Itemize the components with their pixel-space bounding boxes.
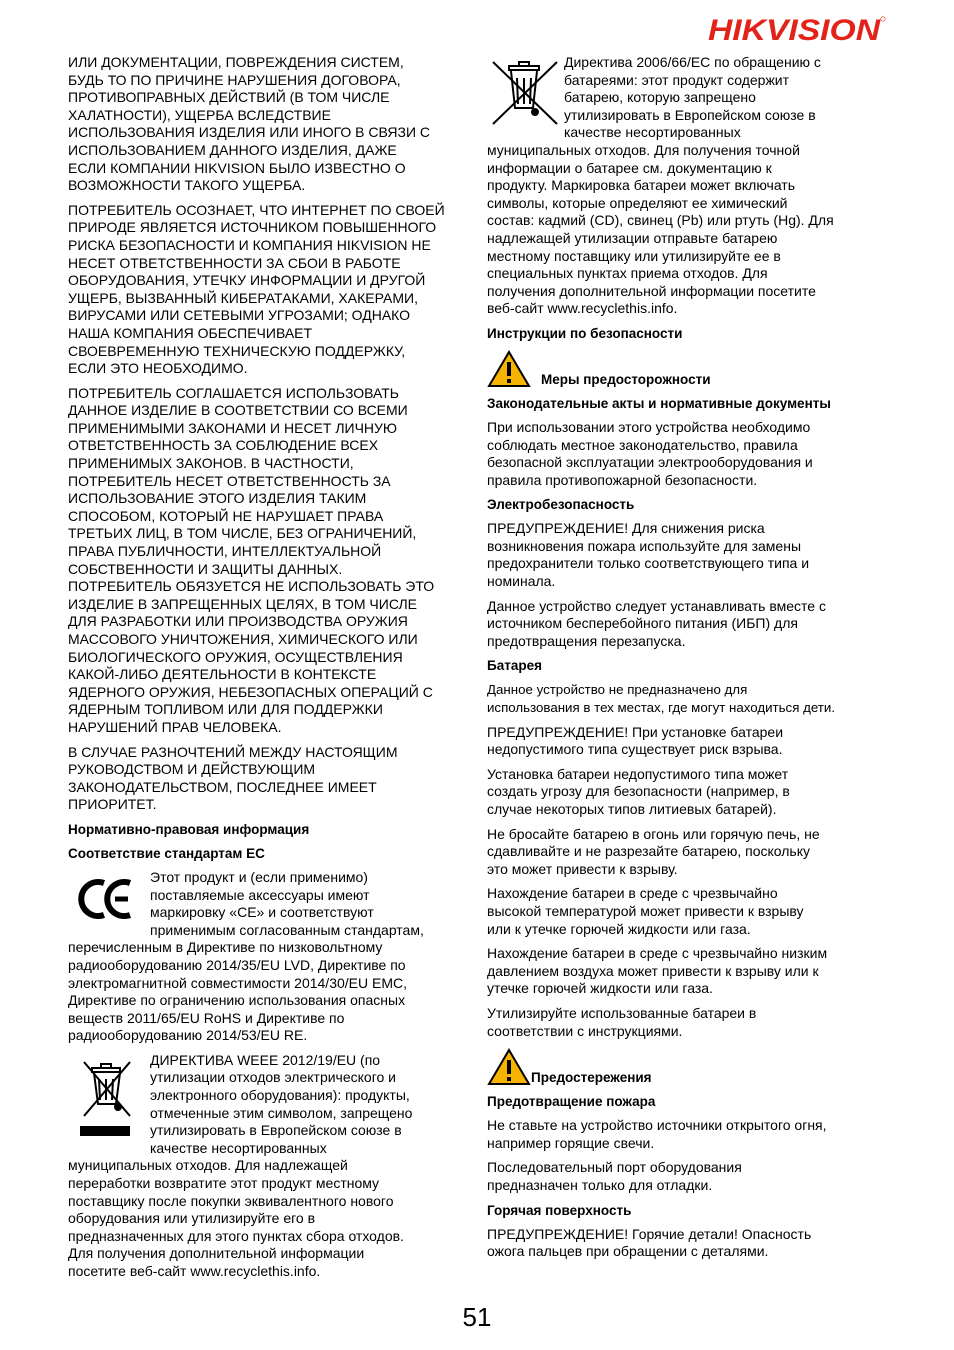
precautions-heading-row bbox=[487, 350, 884, 388]
battery-explosion-paragraph: ПРЕДУПРЕЖДЕНИЕ! При установке батареи недопустимого типа существует риск взрыва. bbox=[487, 723, 784, 758]
right-column bbox=[487, 54, 884, 1268]
ce-text: Этот продукт и (если применимо) поставляемые аксессуары имеют маркировку «CE» и соответствуют применимым согласованным стандартам, bbox=[150, 868, 424, 938]
laws-heading: Законодательные акты и нормативные документы bbox=[487, 395, 831, 411]
battery-directive-text: Директива 2006/66/EC по обращению с батареями: этот продукт содержит батарею, которую запрещено утилизировать в Европейском союзе в качестве несортированных bbox=[564, 54, 821, 141]
left-column bbox=[68, 54, 470, 1288]
ce-mark-icon bbox=[68, 869, 150, 929]
fire-prevention-heading: Предотвращение пожара bbox=[487, 1094, 656, 1110]
ce-heading: Соответствие стандартам ЕС bbox=[68, 845, 265, 861]
liability-paragraph: ИЛИ ДОКУМЕНТАЦИИ, ПОВРЕЖДЕНИЯ СИСТЕМ, БУДЬ ТО ПО ПРИЧИНЕ НАРУШЕНИЯ ДОГОВОРА, ПРОТИВОПРАВНЫХ ДЕЙСТВИЙ (В ТОМ ЧИСЛЕ ХАЛАТНОСТИ), УЩЕРБА ВСЛЕДСТВИЕ ИСПОЛЬЗОВАНИЯ ИЗДЕЛИЯ ИЛИ ИНОГО В СВЯЗИ С ИСПОЛЬЗОВАНИЕМ ДАННОГО ИЗДЕЛИЯ, ДАЖЕ ЕСЛИ КОМПАНИИ HIKVISION БЫЛО ИЗВЕСТНО О ВОЗМОЖНОСТИ ТАКОГО УЩЕРБА. bbox=[68, 54, 431, 194]
weee-text-continued: муниципальных отходов. Для надлежащей переработки возвратите этот продукт местному поставщику после покупки эквивалентного нового оборудования или утилизируйте его в предназначенных для этого пунктах сбора отходов. Для получения дополнительной информации посетите веб-сайт www.recyclethis.info. bbox=[68, 1157, 404, 1279]
weee-block bbox=[68, 1052, 470, 1158]
legal-use-paragraph: ПОТРЕБИТЕЛЬ СОГЛАШАЕТСЯ ИСПОЛЬЗОВАТЬ ДАННОЕ ИЗДЕЛИЕ В СООТВЕТСТВИИ СО ВСЕМИ ПРИМЕНИМЫМИ ЗАКОНАМИ И НЕСЕТ ЛИЧНУЮ ОТВЕТСТВЕННОСТЬ ЗА СОБЛЮДЕНИЕ ВСЕХ ПРИМЕНИМЫХ ЗАКОНОВ. В ЧАСТНОСТИ, ПОТРЕБИТЕЛЬ НЕСЕТ ОТВЕТСТВЕННОСТЬ ЗА ИСПОЛЬЗОВАНИЕ ЭТОГО ИЗДЕЛИЯ ТАКИМ СПОСОБОМ, КОТОРЫЙ НЕ НАРУШАЕТ ПРАВА ТРЕТЬИХ ЛИЦ, В ТОМ ЧИСЛЕ, БЕЗ ОГРАНИЧЕНИЙ, ПРАВА ПУБЛИЧНОСТИ, ИНТЕЛЛЕКТУАЛЬНОЙ СОБСТВЕННОСТИ И ЗАЩИТЫ ДАННЫХ. ПОТРЕБИТЕЛЬ ОБЯЗУЕТСЯ НЕ ИСПОЛЬЗОВАТЬ ЭТО ИЗДЕЛИЕ В ЗАПРЕЩЕННЫХ ЦЕЛЯХ, В ТОМ ЧИСЛЕ ДЛЯ РАЗРАБОТКИ ИЛИ ПРОИЗВОДСТВА ОРУЖИЯ МАССОВОГО УНИЧТОЖЕНИЯ, ХИМИЧЕСКОГО ИЛИ БИОЛОГИЧЕСКОГО ОРУЖИЯ, ОСУЩЕСТВЛЕНИЯ КАКОЙ-ЛИБО ДЕЯТЕЛЬНОСТИ В КОНТЕКСТЕ ЯДЕРНОГО ОРУЖИЯ, НЕБЕЗОПАСНЫХ ОПЕРАЦИЙ С ЯДЕРНЫМ ТОПЛИВОМ ИЛИ ДЛЯ ПОДДЕРЖКИ НАРУШЕНИЙ ПРАВ ЧЕЛОВЕКА. bbox=[68, 384, 435, 735]
battery-wrong-type-paragraph: Установка батареи недопустимого типа может создать угрозу для безопасности (например, в случае некоторых типов литиевых батарей). bbox=[487, 765, 790, 817]
battery-disposal-paragraph: Утилизируйте использованные батареи в соответствии с инструкциями. bbox=[487, 1004, 757, 1039]
battery-heading: Батарея bbox=[487, 658, 542, 674]
open-flame-paragraph: Не ставьте на устройство источники открытого огня, например горящие свечи. bbox=[487, 1117, 827, 1151]
precautions-heading: Меры предосторожности bbox=[541, 371, 711, 387]
ce-block bbox=[68, 869, 470, 939]
crossed-bin-icon bbox=[68, 1052, 150, 1146]
battery-children-paragraph: Данное устройство не предназначено для использования в тех местах, где могут находиться дети. bbox=[487, 682, 836, 716]
crossed-bin-icon bbox=[487, 54, 564, 134]
weee-text: ДИРЕКТИВА WEEE 2012/19/EU (по утилизации отходов электрического и электронного оборудования): продукты, отмеченные этим символом, запрещено утилизировать в Европейском союзе в качестве несортированных bbox=[150, 1051, 413, 1156]
hot-surface-paragraph: ПРЕДУПРЕЖДЕНИЕ! Горячие детали! Опасность ожога пальцев при обращении с деталями. bbox=[487, 1225, 812, 1260]
electrical-safety-heading: Электробезопасность bbox=[487, 497, 635, 513]
internet-risk-paragraph: ПОТРЕБИТЕЛЬ ОСОЗНАЕТ, ЧТО ИНТЕРНЕТ ПО СВОЕЙ ПРИРОДЕ ЯВЛЯЕТСЯ ИСТОЧНИКОМ ПОВЫШЕННОГО РИСКА БЕЗОПАСНОСТИ И КОМПАНИЯ HIKVISION НЕ НЕСЕТ ОТВЕТСТВЕННОСТИ ЗА СБОИ В РАБОТЕ ОБОРУДОВАНИЯ, УТЕЧКУ ИНФОРМАЦИИ И ДРУГОЙ УЩЕРБ, ВЫЗВАННЫЙ КИБЕРАТАКАМИ, ХАКЕРАМИ, ВИРУСАМИ ИЛИ СЕТЕВЫМИ УГРОЗАМИ; ОДНАКО НАША КОМПАНИЯ ОБЕСПЕЧИВАЕТ СВОЕВРЕМЕННУЮ ТЕХНИЧЕСКУЮ ПОДДЕРЖКУ, ЕСЛИ ЭТО НЕОБХОДИМО. bbox=[68, 201, 445, 377]
hikvision-logo bbox=[708, 12, 886, 46]
battery-high-temp-paragraph: Нахождение батареи в среде с чрезвычайно высокой температурой может привести к взрыву или к утечке горючей жидкости или газа. bbox=[487, 885, 804, 937]
regulatory-heading: Нормативно-правовая информация bbox=[68, 821, 310, 837]
laws-paragraph: При использовании этого устройства необходимо соблюдать местное законодательство, правила безопасной эксплуатации электрооборудования и правила противопожарной безопасности. bbox=[487, 418, 813, 488]
cautions-heading-row bbox=[487, 1048, 884, 1086]
battery-directive-block bbox=[487, 54, 884, 142]
conflict-paragraph: В СЛУЧАЕ РАЗНОЧТЕНИЙ МЕЖДУ НАСТОЯЩИМ РУКОВОДСТВОМ И ДЕЙСТВУЮЩИМ ЗАКОНОДАТЕЛЬСТВОМ, ПОСЛЕДНЕЕ ИМЕЕТ ПРИОРИТЕТ. bbox=[68, 743, 398, 813]
battery-directive-continued: муниципальных отходов. Для получения точной информации о батарее см. документацию к продукту. Маркировка батареи может включать символы, которые определяют ее химический состав: кадмий (CD), свинец (Pb) или ртуть (Hg). Для надлежащей утилизации отправьте батарею местному поставщику или утилизируйте ее в специальных пунктах приема отходов. Для получения дополнительной информации посетите веб-сайт www.recyclethis.info. bbox=[487, 141, 834, 317]
svg-text:HIKVISION: HIKVISION bbox=[708, 14, 882, 46]
battery-low-pressure-paragraph: Нахождение батареи в среде с чрезвычайно низким давлением воздуха может привести к взрыву или к утечке горючей жидкости или газа. bbox=[487, 945, 828, 997]
safety-instructions-heading: Инструкции по безопасности bbox=[487, 325, 683, 341]
cautions-heading: Предостережения bbox=[531, 1070, 652, 1086]
hot-surface-heading: Горячая поверхность bbox=[487, 1202, 632, 1218]
warning-triangle-icon bbox=[487, 1048, 531, 1086]
serial-port-paragraph: Последовательный порт оборудования предназначен только для отладки. bbox=[487, 1159, 742, 1193]
warning-triangle-icon bbox=[487, 350, 531, 388]
ce-text-continued: перечисленным в Директиве по низковольтному радиооборудованию 2014/35/EU LVD, Директиве по электромагнитной совместимости 2014/30/EU EMC, Директиве по ограничению использования опасных веществ 2011/65/EU RoHS и Директиве по радиооборудованию 2014/53/EU RE. bbox=[68, 939, 408, 1044]
battery-fire-paragraph: Не бросайте батарею в огонь или горячую печь, не сдавливайте и не разрезайте батарею, поскольку это может привести к взрыву. bbox=[487, 825, 820, 877]
electrical-warning-paragraph: ПРЕДУПРЕЖДЕНИЕ! Для снижения риска возникновения пожара используйте для замены предохранители только соответствующего типа и номинала. bbox=[487, 520, 810, 590]
ups-paragraph: Данное устройство следует устанавливать вместе с источником бесперебойного питания (ИБП) для предотвращения перезапуска. bbox=[487, 597, 826, 649]
page-number: 51 bbox=[462, 1302, 492, 1332]
